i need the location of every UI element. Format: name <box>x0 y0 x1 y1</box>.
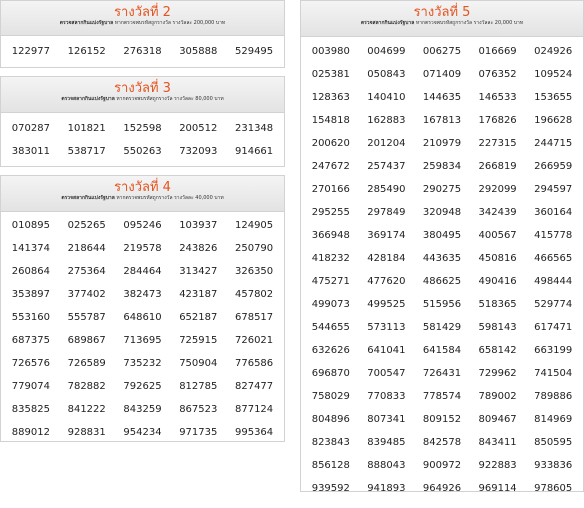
winning-number: 689867 <box>67 335 106 346</box>
prize-5-subtitle-rest: หากตรวจพบรหัสถูกรางวัล รางวัลละ 20,000 บาท <box>415 20 524 26</box>
winning-number: 499073 <box>311 299 350 310</box>
winning-number: 244715 <box>534 138 573 149</box>
winning-number: 266959 <box>534 161 573 172</box>
winning-number: 285490 <box>367 184 406 195</box>
winning-number: 726431 <box>422 368 462 379</box>
winning-number: 210979 <box>422 138 462 149</box>
winning-number: 555787 <box>67 312 106 323</box>
winning-number: 812785 <box>179 381 218 392</box>
prize-3-header <box>1 77 284 113</box>
winning-number: 366948 <box>311 230 350 241</box>
winning-number: 971735 <box>179 427 218 438</box>
winning-number: 725915 <box>179 335 218 346</box>
winning-number: 266819 <box>478 161 517 172</box>
winning-number: 964926 <box>422 483 462 492</box>
winning-number: 729962 <box>478 368 517 379</box>
winning-number: 010895 <box>11 220 50 231</box>
winning-number: 835825 <box>11 404 50 415</box>
winning-number: 538717 <box>67 146 106 157</box>
winning-number: 553160 <box>11 312 50 323</box>
winning-number: 219578 <box>123 243 162 254</box>
winning-number: 789002 <box>478 391 517 402</box>
winning-number: 914661 <box>234 146 274 157</box>
winning-number: 016669 <box>478 46 517 57</box>
prize-3-numbers <box>1 113 284 163</box>
prize-4-panel <box>0 175 285 442</box>
winning-number: 750904 <box>179 358 218 369</box>
winning-number: 663199 <box>534 345 573 356</box>
winning-number: 843259 <box>123 404 162 415</box>
winning-number: 369174 <box>367 230 406 241</box>
winning-number: 678517 <box>234 312 274 323</box>
winning-number: 071409 <box>422 69 462 80</box>
winning-number: 978605 <box>534 483 573 492</box>
winning-number: 995364 <box>234 427 274 438</box>
winning-number: 827477 <box>234 381 274 392</box>
winning-number: 201204 <box>367 138 406 149</box>
winning-number: 466565 <box>534 253 573 264</box>
winning-number: 792625 <box>123 381 162 392</box>
prize-2-subtitle-rest: หากตรวจพบรหัสถูกรางวัล รางวัลละ 200,000 บาท <box>114 20 226 26</box>
winning-number: 499525 <box>367 299 406 310</box>
winning-number: 144635 <box>422 92 462 103</box>
winning-number: 969114 <box>478 483 517 492</box>
winning-number: 779074 <box>11 381 50 392</box>
winning-number: 418232 <box>311 253 350 264</box>
winning-number: 218644 <box>67 243 106 254</box>
prize-4-subtitle <box>1 195 284 202</box>
winning-number: 295255 <box>311 207 350 218</box>
winning-number: 200620 <box>311 138 350 149</box>
prize-3-title: รางวัลที่ 3 <box>114 81 171 96</box>
winning-number: 641041 <box>367 345 406 356</box>
winning-number: 070287 <box>11 123 50 134</box>
prize-4-header <box>1 176 284 212</box>
winning-number: 260864 <box>11 266 50 277</box>
prize-5-numbers <box>301 37 583 492</box>
winning-number: 415778 <box>534 230 573 241</box>
winning-number: 146533 <box>478 92 517 103</box>
winning-number: 687375 <box>11 335 50 346</box>
winning-number: 353897 <box>11 289 50 300</box>
winning-number: 383011 <box>11 146 50 157</box>
winning-number: 490416 <box>478 276 517 287</box>
winning-number: 126152 <box>67 46 106 57</box>
winning-number: 250790 <box>234 243 274 254</box>
prize-3-subtitle <box>1 96 284 103</box>
winning-number: 581429 <box>422 322 462 333</box>
winning-number: 617471 <box>534 322 573 333</box>
winning-number: 275364 <box>67 266 106 277</box>
winning-number: 101821 <box>67 123 106 134</box>
winning-number: 598143 <box>478 322 517 333</box>
winning-number: 076352 <box>478 69 517 80</box>
winning-number: 450816 <box>478 253 517 264</box>
winning-number: 024926 <box>534 46 573 57</box>
winning-number: 128363 <box>311 92 350 103</box>
winning-number: 320948 <box>422 207 462 218</box>
winning-number: 544655 <box>311 322 350 333</box>
winning-number: 247672 <box>311 161 350 172</box>
winning-number: 941893 <box>367 483 406 492</box>
winning-number: 782882 <box>67 381 106 392</box>
winning-number: 141374 <box>11 243 50 254</box>
winning-number: 518365 <box>478 299 517 310</box>
prize-2-numbers <box>1 36 284 63</box>
winning-number: 804896 <box>311 414 350 425</box>
winning-number: 839485 <box>367 437 406 448</box>
winning-number: 257437 <box>367 161 406 172</box>
winning-number: 284464 <box>123 266 162 277</box>
winning-number: 176826 <box>478 115 517 126</box>
prize-3-subtitle-bold: ตรวจสลากกินแบ่งรัฐบาล <box>61 96 115 102</box>
prize-5-panel <box>300 0 584 492</box>
winning-number: 573113 <box>367 322 406 333</box>
prize-2-header <box>1 1 284 36</box>
winning-number: 477620 <box>367 276 406 287</box>
winning-number: 003980 <box>311 46 350 57</box>
winning-number: 270166 <box>311 184 350 195</box>
winning-number: 652187 <box>179 312 218 323</box>
winning-number: 726589 <box>67 358 106 369</box>
winning-number: 154818 <box>311 115 350 126</box>
winning-number: 856128 <box>311 460 350 471</box>
winning-number: 823843 <box>311 437 350 448</box>
winning-number: 889012 <box>11 427 50 438</box>
prize-2-subtitle-bold: ตรวจสลากกินแบ่งรัฐบาล <box>59 20 114 26</box>
winning-number: 140410 <box>367 92 406 103</box>
winning-number: 700547 <box>367 368 406 379</box>
winning-number: 326350 <box>234 266 274 277</box>
winning-number: 735232 <box>123 358 162 369</box>
winning-number: 006275 <box>422 46 462 57</box>
winning-number: 025265 <box>67 220 106 231</box>
winning-number: 259834 <box>422 161 462 172</box>
prize-4-subtitle-rest: หากตรวจพบรหัสถูกรางวัล รางวัลละ 40,000 บาท <box>116 195 224 201</box>
winning-number: 658142 <box>478 345 517 356</box>
winning-number: 776586 <box>234 358 274 369</box>
winning-number: 428184 <box>367 253 406 264</box>
winning-number: 200512 <box>179 123 218 134</box>
winning-number: 814969 <box>534 414 573 425</box>
winning-number: 103937 <box>179 220 218 231</box>
winning-number: 109524 <box>534 69 573 80</box>
winning-number: 400567 <box>478 230 517 241</box>
winning-number: 877124 <box>234 404 274 415</box>
winning-number: 841222 <box>67 404 106 415</box>
winning-number: 243826 <box>179 243 218 254</box>
winning-number: 939592 <box>311 483 350 492</box>
winning-number: 457802 <box>234 289 274 300</box>
winning-number: 632626 <box>311 345 350 356</box>
winning-number: 789886 <box>534 391 573 402</box>
winning-number: 922883 <box>478 460 517 471</box>
winning-number: 162883 <box>367 115 406 126</box>
winning-number: 933836 <box>534 460 573 471</box>
winning-number: 696870 <box>311 368 350 379</box>
winning-number: 382473 <box>123 289 162 300</box>
winning-number: 292099 <box>478 184 517 195</box>
winning-number: 770833 <box>367 391 406 402</box>
winning-number: 423187 <box>179 289 218 300</box>
winning-number: 124905 <box>234 220 274 231</box>
winning-number: 778574 <box>422 391 462 402</box>
prize-4-numbers <box>1 212 284 442</box>
winning-number: 648610 <box>123 312 162 323</box>
prize-3-subtitle-rest: หากตรวจพบรหัสถูกรางวัล รางวัลละ 80,000 บาท <box>116 96 224 102</box>
prize-5-subtitle <box>301 20 583 27</box>
winning-number: 227315 <box>478 138 517 149</box>
winning-number: 515956 <box>422 299 462 310</box>
prize-4-subtitle-bold: ตรวจสลากกินแบ่งรัฐบาล <box>61 195 115 201</box>
winning-number: 641584 <box>422 345 462 356</box>
winning-number: 313427 <box>179 266 218 277</box>
winning-number: 713695 <box>123 335 162 346</box>
winning-number: 741504 <box>534 368 573 379</box>
winning-number: 305888 <box>179 46 218 57</box>
prize-5-header <box>301 1 583 37</box>
winning-number: 486625 <box>422 276 462 287</box>
winning-number: 726021 <box>234 335 274 346</box>
winning-number: 360164 <box>534 207 573 218</box>
winning-number: 850595 <box>534 437 573 448</box>
winning-number: 843411 <box>478 437 517 448</box>
winning-number: 167813 <box>422 115 462 126</box>
prize-2-panel <box>0 0 285 68</box>
winning-number: 732093 <box>179 146 218 157</box>
prize-4-title: รางวัลที่ 4 <box>114 180 171 195</box>
winning-number: 297849 <box>367 207 406 218</box>
winning-number: 231348 <box>234 123 274 134</box>
winning-number: 807341 <box>367 414 406 425</box>
winning-number: 050843 <box>367 69 406 80</box>
winning-number: 095246 <box>123 220 162 231</box>
winning-number: 842578 <box>422 437 462 448</box>
winning-number: 867523 <box>179 404 218 415</box>
prize-5-subtitle-bold: ตรวจสลากกินแบ่งรัฐบาล <box>360 20 415 26</box>
winning-number: 900972 <box>422 460 462 471</box>
prize-5-title: รางวัลที่ 5 <box>413 5 471 20</box>
winning-number: 377402 <box>67 289 106 300</box>
winning-number: 475271 <box>311 276 350 287</box>
winning-number: 498444 <box>534 276 573 287</box>
prize-2-subtitle <box>1 20 284 27</box>
winning-number: 152598 <box>123 123 162 134</box>
winning-number: 726576 <box>11 358 50 369</box>
winning-number: 954234 <box>123 427 162 438</box>
winning-number: 276318 <box>123 46 162 57</box>
winning-number: 550263 <box>123 146 162 157</box>
winning-number: 290275 <box>422 184 462 195</box>
winning-number: 809152 <box>422 414 462 425</box>
winning-number: 888043 <box>367 460 406 471</box>
winning-number: 153655 <box>534 92 573 103</box>
winning-number: 380495 <box>422 230 462 241</box>
winning-number: 004699 <box>367 46 406 57</box>
winning-number: 025381 <box>311 69 350 80</box>
winning-number: 342439 <box>478 207 517 218</box>
winning-number: 758029 <box>311 391 350 402</box>
winning-number: 928831 <box>67 427 106 438</box>
winning-number: 196628 <box>534 115 573 126</box>
winning-number: 122977 <box>11 46 50 57</box>
winning-number: 443635 <box>422 253 462 264</box>
winning-number: 294597 <box>534 184 573 195</box>
winning-number: 529774 <box>534 299 573 310</box>
prize-3-panel <box>0 76 285 167</box>
winning-number: 809467 <box>478 414 517 425</box>
winning-number: 529495 <box>234 46 274 57</box>
prize-2-title: รางวัลที่ 2 <box>114 5 171 20</box>
